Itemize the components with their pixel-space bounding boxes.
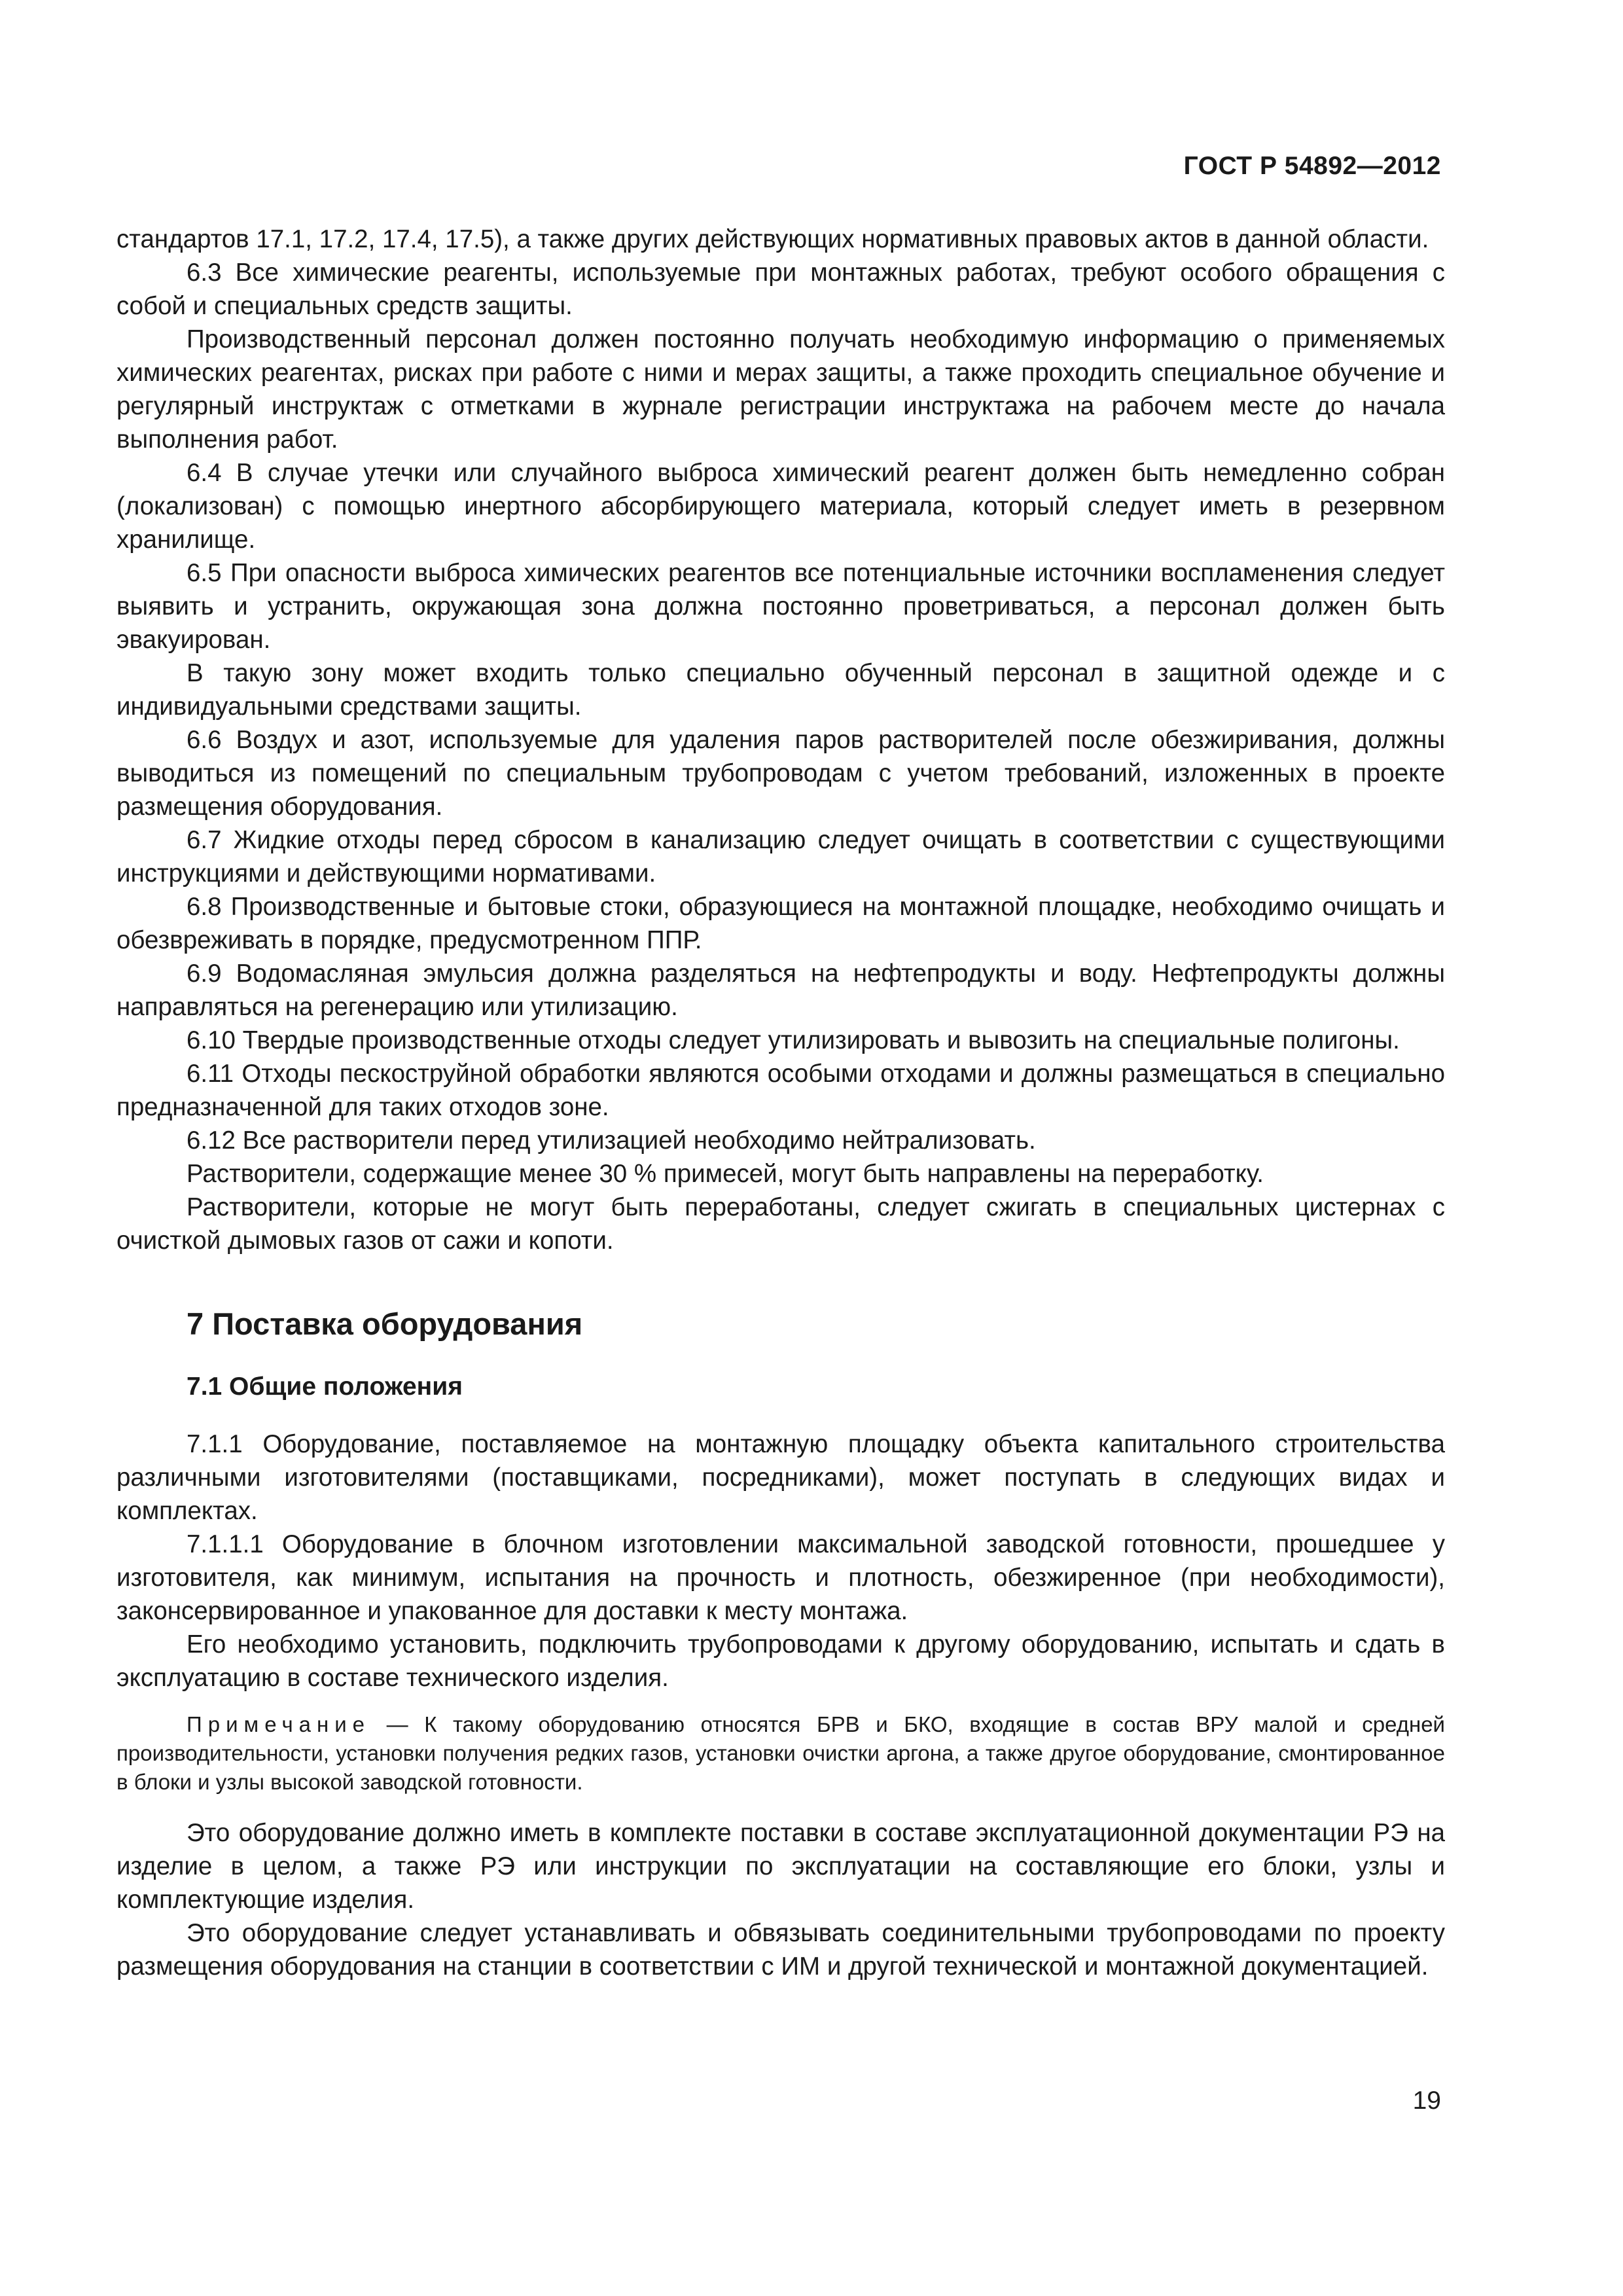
paragraph-7-1-1: 7.1.1 Оборудование, поставляемое на монтажную площадку объекта капитального строительства различными изготовителями (поставщиками, посредниками), может поступать в следующих видах и комплектах. — [116, 1430, 1445, 1525]
paragraph-6-6: 6.6 Воздух и азот, используемые для удаления паров растворителей после обезжиривания, должны выводиться из помещений по специальным трубопроводам с учетом требований, изложенных в проекте размещения оборудования. — [116, 726, 1445, 821]
document-code-header: ГОСТ Р 54892—2012 — [1183, 152, 1441, 180]
paragraph-7-1-1-1: 7.1.1.1 Оборудование в блочном изготовлении максимальной заводской готовности, прошедшее у изготовителя, как минимум, испытания на прочность и плотность, обезжиренное (при необходимости), законсервированное и упакованное для доставки к месту монтажа. — [116, 1530, 1445, 1625]
note-label: Примечание — [187, 1712, 371, 1736]
paragraph-documentation: Это оборудование должно иметь в комплекте поставки в составе эксплуатационной документации РЭ на изделие в целом, а также РЭ или инструкции по эксплуатации на составляющие его блоки, узлы и комплектующие изделия. — [116, 1819, 1445, 1914]
paragraph-6-3-staff: Производственный персонал должен постоянно получать необходимую информацию о применяемых химических реагентах, рисках при работе с ними и мерах защиты, а также проходить специальное обучение и регулярный инструктаж с отметками в журнале регистрации инструктажа на рабочем месте до начала выполнения работ. — [116, 325, 1445, 454]
paragraph-6-8: 6.8 Производственные и бытовые стоки, образующиеся на монтажной площадке, необходимо очищать и обезвреживать в порядке, предусмотренном ППР. — [116, 893, 1445, 954]
paragraph-6-9: 6.9 Водомасляная эмульсия должна разделяться на нефтепродукты и воду. Нефтепродукты должны направляться на регенерацию или утилизацию. — [116, 960, 1445, 1021]
paragraph-7-1-1-1-install: Его необходимо установить, подключить трубопроводами к другому оборудованию, испытать и сдать в эксплуатацию в составе технического изделия. — [116, 1630, 1445, 1692]
paragraph-6-11: 6.11 Отходы пескоструйной обработки являются особыми отходами и должны размещаться в специально предназначенной для таких отходов зоне. — [116, 1060, 1445, 1121]
paragraph-6-3: 6.3 Все химические реагенты, используемые при монтажных работах, требуют особого обращения с собой и специальных средств защиты. — [116, 259, 1445, 320]
paragraph-6-10: 6.10 Твердые производственные отходы следует утилизировать и вывозить на специальные полигоны. — [187, 1026, 1400, 1054]
paragraph-6-5: 6.5 При опасности выброса химических реагентов все потенциальные источники воспламенения следует выявить и устранить, окружающая зона должна постоянно проветриваться, а персонал должен быть эвакуирован. — [116, 559, 1445, 654]
paragraph-installation: Это оборудование следует устанавливать и обвязывать соединительными трубопроводами по проекту размещения оборудования на станции в соответствии с ИМ и другой технической и монтажной документацией. — [116, 1919, 1445, 1981]
paragraph-6-12-incineration: Растворители, которые не могут быть переработаны, следует сжигать в специальных цистернах с очисткой дымовых газов от сажи и копоти. — [116, 1193, 1445, 1255]
paragraph-6-12: 6.12 Все растворители перед утилизацией необходимо нейтрализовать. — [187, 1126, 1036, 1155]
paragraph-6-5-access: В такую зону может входить только специально обученный персонал в защитной одежде и с индивидуальными средствами защиты. — [116, 659, 1445, 721]
paragraph-6-7: 6.7 Жидкие отходы перед сбросом в канализацию следует очищать в соответствии с существующими инструкциями и действующими нормативами. — [116, 826, 1445, 888]
section-7-heading: 7 Поставка оборудования — [187, 1306, 583, 1341]
paragraph-continuation: стандартов 17.1, 17.2, 17.4, 17.5), а также других действующих нормативных правовых актов в данной области. — [116, 225, 1429, 253]
page-number: 19 — [1412, 2087, 1441, 2115]
note-text: — К такому оборудованию относятся БРВ и БКО, входящие в состав ВРУ малой и средней производительности, установки получения редких газов, установки очистки аргона, а также другое оборудование, смонтированное в блоки и узлы высокой заводской готовности. — [116, 1712, 1445, 1794]
subsection-7-1-heading: 7.1 Общие положения — [187, 1372, 463, 1401]
document-body — [116, 223, 1445, 1983]
paragraph-6-4: 6.4 В случае утечки или случайного выброса химический реагент должен быть немедленно собран (локализован) с помощью инертного абсорбирующего материала, который следует иметь в резервном хранилище. — [116, 459, 1445, 554]
note-block — [116, 1710, 1445, 1797]
paragraph-6-12-recycling: Растворители, содержащие менее 30 % примесей, могут быть направлены на переработку. — [187, 1160, 1264, 1188]
